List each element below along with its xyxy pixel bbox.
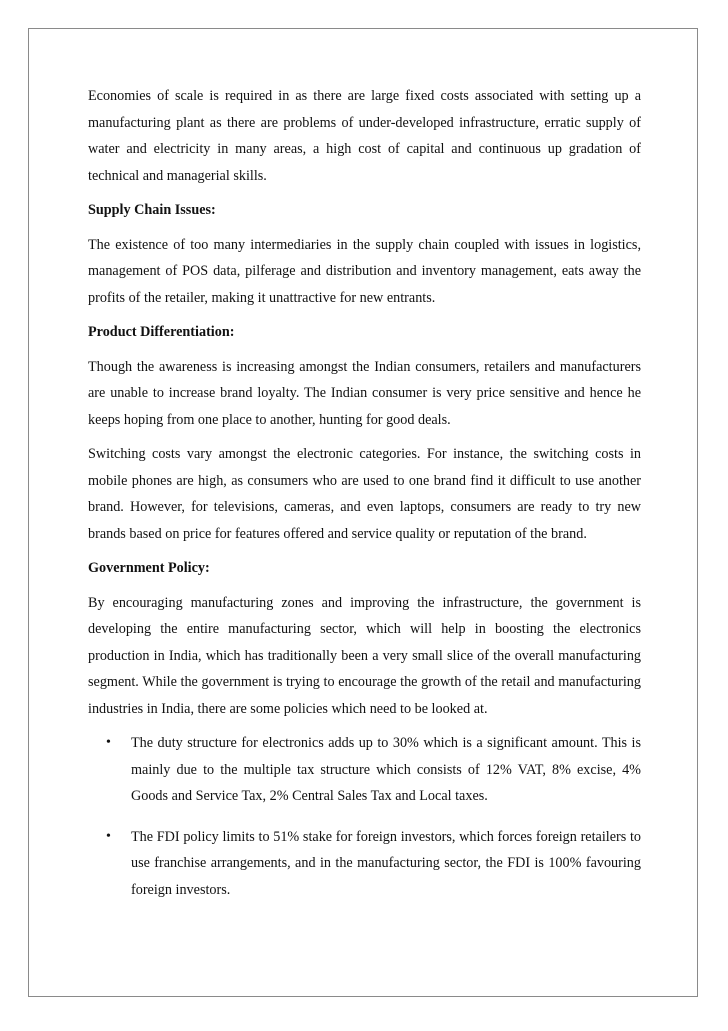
- bullet-text: The FDI policy limits to 51% stake for foreign investors, which forces foreign retailers to use franchise arrangements, and in the manufacturing sector, the FDI is 100% favouring foreign investors.: [131, 828, 641, 898]
- paragraph-product-differentiation-2: Switching costs vary amongst the electronic categories. For instance, the switching costs in mobile phones are high, as consumers who are used to one brand find it difficult to use another brand. However, for televisions, cameras, and even laptops, consumers are ready to try new brands based on price for features offered and service quality or reputation of the brand.: [88, 446, 641, 542]
- list-item: [88, 824, 641, 904]
- bullet-icon: •: [106, 735, 111, 750]
- bullet-icon: •: [106, 828, 111, 844]
- bullet-text: The duty structure for electronics adds up to 30% which is a significant amount. This is mainly due to the multiple tax structure which consists of 12% VAT, 8% excise, 4% Goods and Service Tax, 2% Central Sales Tax and Local taxes.: [131, 735, 641, 804]
- heading-supply-chain-issues: Supply Chain Issues:: [88, 202, 216, 218]
- heading-product-differentiation: Product Differentiation:: [88, 324, 235, 340]
- paragraph-supply-chain: The existence of too many intermediaries in the supply chain coupled with issues in logistics, management of POS data, pilferage and distribution and inventory management, eats away the profits of the retailer, making it unattractive for new entrants.: [88, 236, 641, 306]
- paragraph-product-differentiation-1: Though the awareness is increasing amongst the Indian consumers, retailers and manufacturers are unable to increase brand loyalty. The Indian consumer is very price sensitive and hence he keeps hoping from one place to another, hunting for good deals.: [88, 358, 641, 428]
- policy-bullet-list: [88, 730, 641, 903]
- heading-government-policy: Government Policy:: [88, 560, 210, 576]
- paragraph-economies-of-scale: Economies of scale is required in as there are large fixed costs associated with setting up a manufacturing plant as there are problems of under-developed infrastructure, erratic supply of water and electricity in many areas, a high cost of capital and continuous up gradation of technical and managerial skills.: [88, 88, 641, 184]
- paragraph-government-policy: By encouraging manufacturing zones and improving the infrastructure, the government is developing the entire manufacturing sector, which will help in boosting the electronics production in India, which has traditionally been a very small slice of the overall manufacturing segment. While the government is trying to encourage the growth of the retail and manufacturing industries in India, there are some policies which need to be looked at.: [88, 594, 641, 717]
- document-body: [88, 83, 641, 917]
- list-item: [88, 730, 641, 810]
